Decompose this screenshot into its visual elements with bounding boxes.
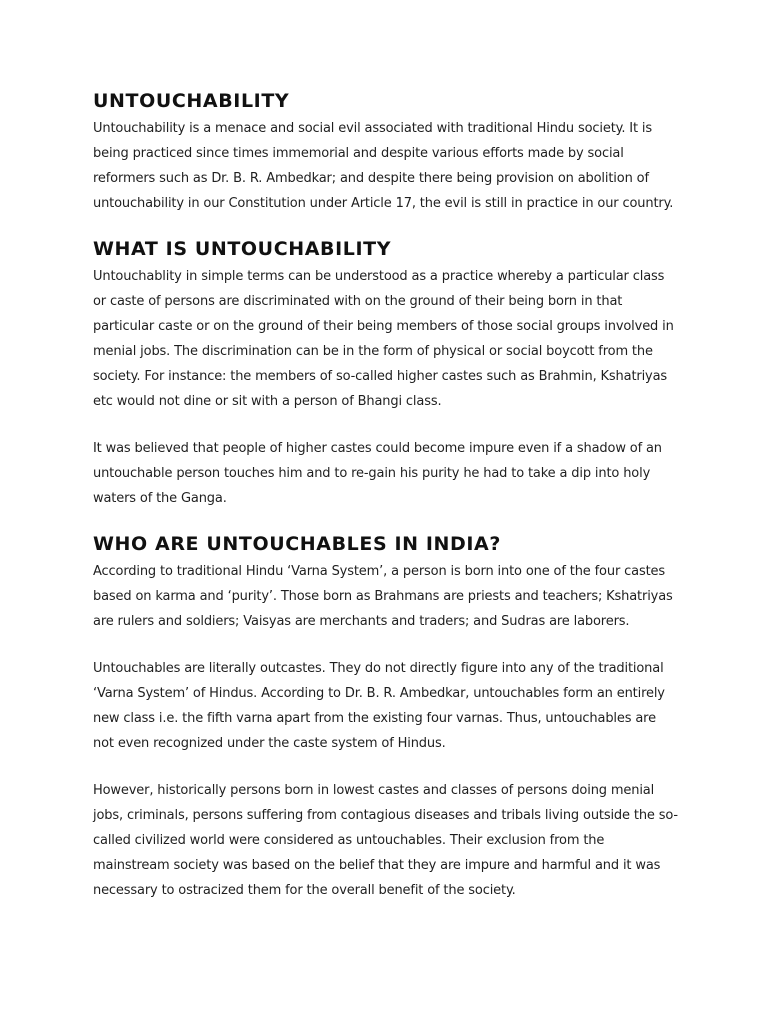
paragraph: It was believed that people of higher castes could become impure even if a shadow of an untouchable person touches him and to re-gain his purity he had to take a dip into holy waters of the Ganga. [93, 441, 662, 506]
paragraph: However, historically persons born in lowest castes and classes of persons doing menial jobs, criminals, persons suffering from contagious diseases and tribals living outside the so-called civilized world were considered as untouchables. Their exclusion from the mainstream society was based on the belief that they are impure and harmful and it was necessary to ostracized them for the overall benefit of the society. [93, 783, 678, 898]
paragraph: Untouchablity in simple terms can be understood as a practice whereby a particular class or caste of persons are discriminated with on the ground of their being born in that particular caste or on the ground of their being members of those social groups involved in menial jobs. The discrimination can be in the form of physical or social boycott from the society. For instance: the members of so-called higher castes such as Brahmin, Kshatriyas etc would not dine or sit with a person of Bhangi class. [93, 269, 674, 409]
section-heading: WHO ARE UNTOUCHABLES IN INDIA? [93, 533, 501, 555]
section-what-is-untouchability [93, 236, 678, 511]
paragraph: According to traditional Hindu ‘Varna System’, a person is born into one of the four castes based on karma and ‘purity’. Those born as Brahmans are priests and teachers; Kshatriyas are rulers and soldiers; Vaisyas are merchants and traders; and Sudras are laborers. [93, 564, 673, 629]
paragraph: Untouchables are literally outcastes. They do not directly figure into any of the traditional ‘Varna System’ of Hindus. According to Dr. B. R. Ambedkar, untouchables form an entirely new class i.e. the fifth varna apart from the existing four varnas. Thus, untouchables are not even recognized under the caste system of Hindus. [93, 661, 665, 751]
paragraph-spacer [93, 634, 678, 656]
section-who-are-untouchables [93, 531, 678, 903]
paragraph: Untouchability is a menace and social evil associated with traditional Hindu society. It is being practiced since times immemorial and despite various efforts made by social reformers such as Dr. B. R. Ambedkar; and despite there being provision on abolition of untouchability in our Constitution under Article 17, the evil is still in practice in our country. [93, 121, 674, 211]
section-heading: UNTOUCHABILITY [93, 90, 290, 112]
section-heading: WHAT IS UNTOUCHABILITY [93, 238, 392, 260]
paragraph-spacer [93, 414, 678, 436]
document-page [93, 88, 678, 903]
section-untouchability [93, 88, 678, 216]
paragraph-spacer [93, 756, 678, 778]
